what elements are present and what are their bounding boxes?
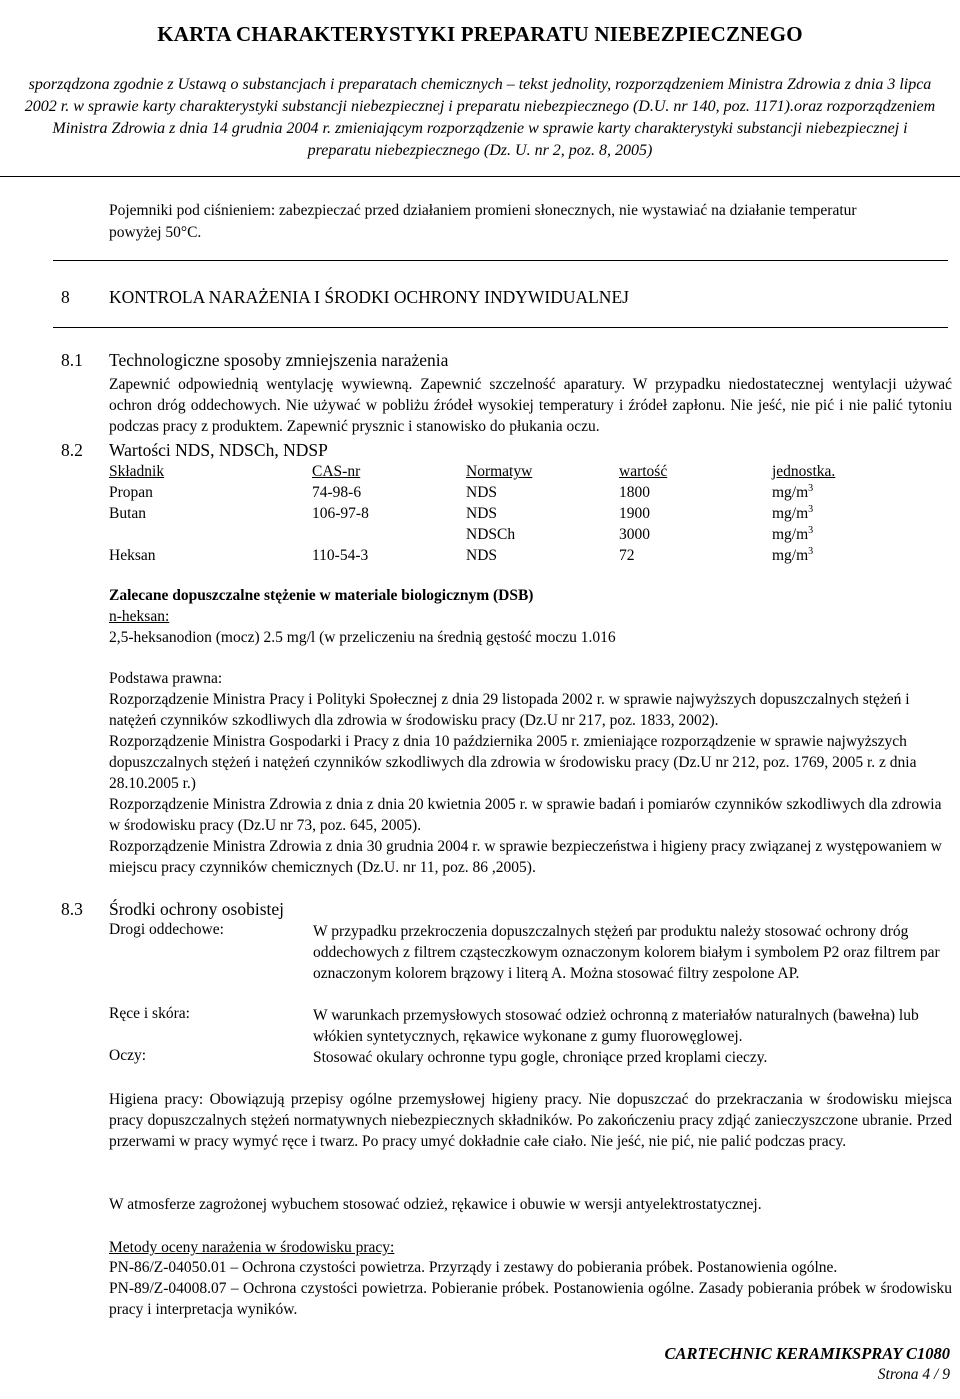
table-cell: 1800 — [619, 484, 650, 501]
table-cell: NDS — [466, 505, 498, 522]
table-cell: NDS — [466, 547, 498, 564]
protection-text: Stosować okulary ochronne typu gogle, chroniące przed kroplami cieczy. — [313, 1049, 768, 1066]
unit-exponent: 3 — [808, 525, 814, 536]
hygiene-text: Higiena pracy: Obowiązują przepisy ogólne przemysłowej higieny pracy. Nie dopuszczać do przekraczania w środowisku miejsca pracy dopuszczalnych stężeń normatywnych niebezpiecznych składników. Po zakończeniu pracy zdjąć zanieczyszczone ubranie. Przed przerwami w pracy wymyć ręce i twarz. Po pracy umyć dokładnie całe ciało. Nie jeść, nie pić, nie palić podczas pracy. — [109, 1091, 952, 1150]
document-title: KARTA CHARAKTERYSTYKI PREPARATU NIEBEZPIECZNEGO — [157, 22, 803, 46]
table-cell: 1900 — [619, 505, 650, 522]
protection-label: Oczy: — [109, 1047, 147, 1064]
legal-item: Rozporządzenie Ministra Zdrowia z dnia 30 grudnia 2004 r. w sprawie bezpieczeństwa i higieny pracy związanej z występowaniem w miejscu pracy czynników chemicznych (Dz.U. nr 11, poz. 86 ,2005). — [109, 838, 942, 876]
subsection-number: 8.1 — [61, 350, 83, 370]
table-cell: Heksan — [109, 547, 156, 564]
table-cell: NDS — [466, 484, 498, 501]
protection-label: Drogi oddechowe: — [109, 921, 224, 938]
legal-item: Rozporządzenie Ministra Zdrowia z dnia z dnia 20 kwietnia 2005 r. w sprawie badań i pomiarów czynników szkodliwych dla zdrowia w środowisku pracy (Dz.U nr 73, poz. 645, 2005). — [109, 796, 942, 834]
dsb-text: 2,5-heksanodion (mocz) 2.5 mg/l (w przeliczeniu na średnią gęstość moczu 1.016 — [109, 629, 616, 646]
subsection-title: Wartości NDS, NDSCh, NDSP — [109, 440, 328, 460]
table-cell — [772, 547, 813, 565]
atex-text: W atmosferze zagrożonej wybuchem stosować odzież, rękawice i obuwie w wersji antyelektrostatycznej. — [109, 1196, 762, 1213]
legal-item: Rozporządzenie Ministra Gospodarki i Pracy z dnia 10 października 2005 r. zmieniające rozporządzenie w sprawie najwyższych dopuszczalnych stężeń i natężeń czynników szkodliwych dla zdrowia w środowisku pracy (Dz.U nr 212, poz. 1769, 2005 r. z dnia 28.10.2005 r.) — [109, 733, 917, 792]
table-cell — [772, 484, 813, 502]
footer-page: Strona 4 / 9 — [877, 1366, 950, 1383]
legal-item: Rozporządzenie Ministra Pracy i Polityki Społecznej z dnia 29 listopada 2002 r. w sprawie najwyższych dopuszczalnych stężeń i natężeń czynników szkodliwych dla zdrowia w środowisku pracy (Dz.U nr 217, poz. 1833, 2002). — [109, 691, 910, 729]
table-cell: Propan — [109, 484, 153, 501]
footer-product: CARTECHNIC KERAMIKSPRAY C1080 — [664, 1344, 950, 1363]
document-subtitle: sporządzona zgodnie z Ustawą o substancjach i preparatach chemicznych – tekst jednolity, rozporządzeniem Ministra Zdrowia z dnia 3 lipca 2002 r. w sprawie karty charakterystyki substancji niebezpiecznej i preparatu niebezpiecznego (D.U. nr 140, poz. 1171).oraz rozporządzeniem Ministra Zdrowia z dnia 14 grudnia 2004 r. zmieniającym rozporządzenie w sprawie karty charakterystyki substancji niebezpiecznej i preparatu niebezpiecznego (Dz. U. nr 2, poz. 8, 2005) — [24, 76, 936, 159]
unit-exponent: 3 — [808, 483, 814, 494]
table-row — [109, 526, 949, 547]
table-header — [109, 463, 949, 484]
table-cell: 3000 — [619, 526, 650, 543]
unit: mg/m — [772, 484, 809, 501]
table-cell: 72 — [619, 547, 635, 564]
subsection-title: Środki ochrony osobistej — [109, 899, 284, 919]
divider — [53, 327, 948, 328]
table-row — [109, 505, 949, 526]
column-header: jednostka. — [772, 463, 836, 480]
method-item: PN-89/Z-04008.07 – Ochrona czystości powietrza. Pobieranie próbek. Postanowienia ogólne. Zasady pobierania próbek w środowisku pracy i interpretacja wyników. — [109, 1280, 952, 1318]
table-cell — [772, 526, 813, 544]
subsection-number: 8.2 — [61, 440, 83, 460]
table-cell: 74-98-6 — [312, 484, 362, 501]
methods-list — [109, 1257, 952, 1320]
methods-title: Metody oceny narażenia w środowisku pracy: — [109, 1239, 395, 1256]
dsb-title: Zalecane dopuszczalne stężenie w materiale biologicznym (DSB) — [109, 587, 534, 604]
header-divider — [0, 176, 960, 177]
subsection-title: Technologiczne sposoby zmniejszenia narażenia — [109, 350, 449, 370]
section-number: 8 — [61, 287, 70, 307]
storage-note: Pojemniki pod ciśnieniem: zabezpieczać przed działaniem promieni słonecznych, nie wystawiać na działanie temperatur powyżej 50°C. — [109, 202, 857, 241]
subsection-number: 8.3 — [61, 899, 83, 919]
unit: mg/m — [772, 505, 809, 522]
protection-text: W warunkach przemysłowych stosować odzież ochronną z materiałów naturalnych (bawełna) lub włókien syntetycznych, rękawice wykonane z gumy fluorowęglowej. — [313, 1007, 919, 1045]
section-title: KONTROLA NARAŻENIA I ŚRODKI OCHRONY INDYWIDUALNEJ — [109, 287, 629, 307]
unit: mg/m — [772, 526, 809, 543]
table-cell: 110-54-3 — [312, 547, 369, 564]
table-row — [109, 484, 949, 505]
legal-basis-title: Podstawa prawna: — [109, 670, 223, 687]
unit-exponent: 3 — [808, 546, 814, 557]
unit-exponent: 3 — [808, 504, 814, 515]
unit: mg/m — [772, 547, 809, 564]
protection-label: Ręce i skóra: — [109, 1005, 190, 1022]
column-header: Składnik — [109, 463, 165, 480]
dsb-substance: n-heksan: — [109, 608, 170, 625]
table-row — [109, 547, 949, 568]
divider — [53, 260, 948, 261]
method-item: PN-86/Z-04050.01 – Ochrona czystości powietrza. Przyrządy i zestawy do pobierania próbek. Postanowienia ogólne. — [109, 1259, 838, 1276]
table-cell: 106-97-8 — [312, 505, 369, 522]
column-header: CAS-nr — [312, 463, 361, 480]
table-cell — [772, 505, 813, 523]
column-header: wartość — [619, 463, 668, 480]
subsection-text: Zapewnić odpowiednią wentylację wywiewną. Zapewnić szczelność aparatury. W przypadku niedostatecznej wentylacji używać ochron dróg oddechowych. Nie używać w pobliżu źródeł wysokiej temperatury i źródeł zapłonu. Nie jeść, nie pić i nie palić tytoniu podczas pracy z produktem. Zapewnić prysznic i stanowisko do płukania oczu. — [109, 376, 952, 435]
table-cell: NDSCh — [466, 526, 516, 543]
protection-text: W przypadku przekroczenia dopuszczalnych stężeń par produktu należy stosować ochrony dróg oddechowych z filtrem cząsteczkowym oznaczonym kolorem białym i symbolem P2 oraz filtrem par oznaczonym kolorem brązowy i literą A. Można stosować filtry zespolone AP. — [313, 923, 940, 982]
table-cell: Butan — [109, 505, 147, 522]
column-header: Normatyw — [466, 463, 533, 480]
legal-basis — [109, 689, 952, 878]
